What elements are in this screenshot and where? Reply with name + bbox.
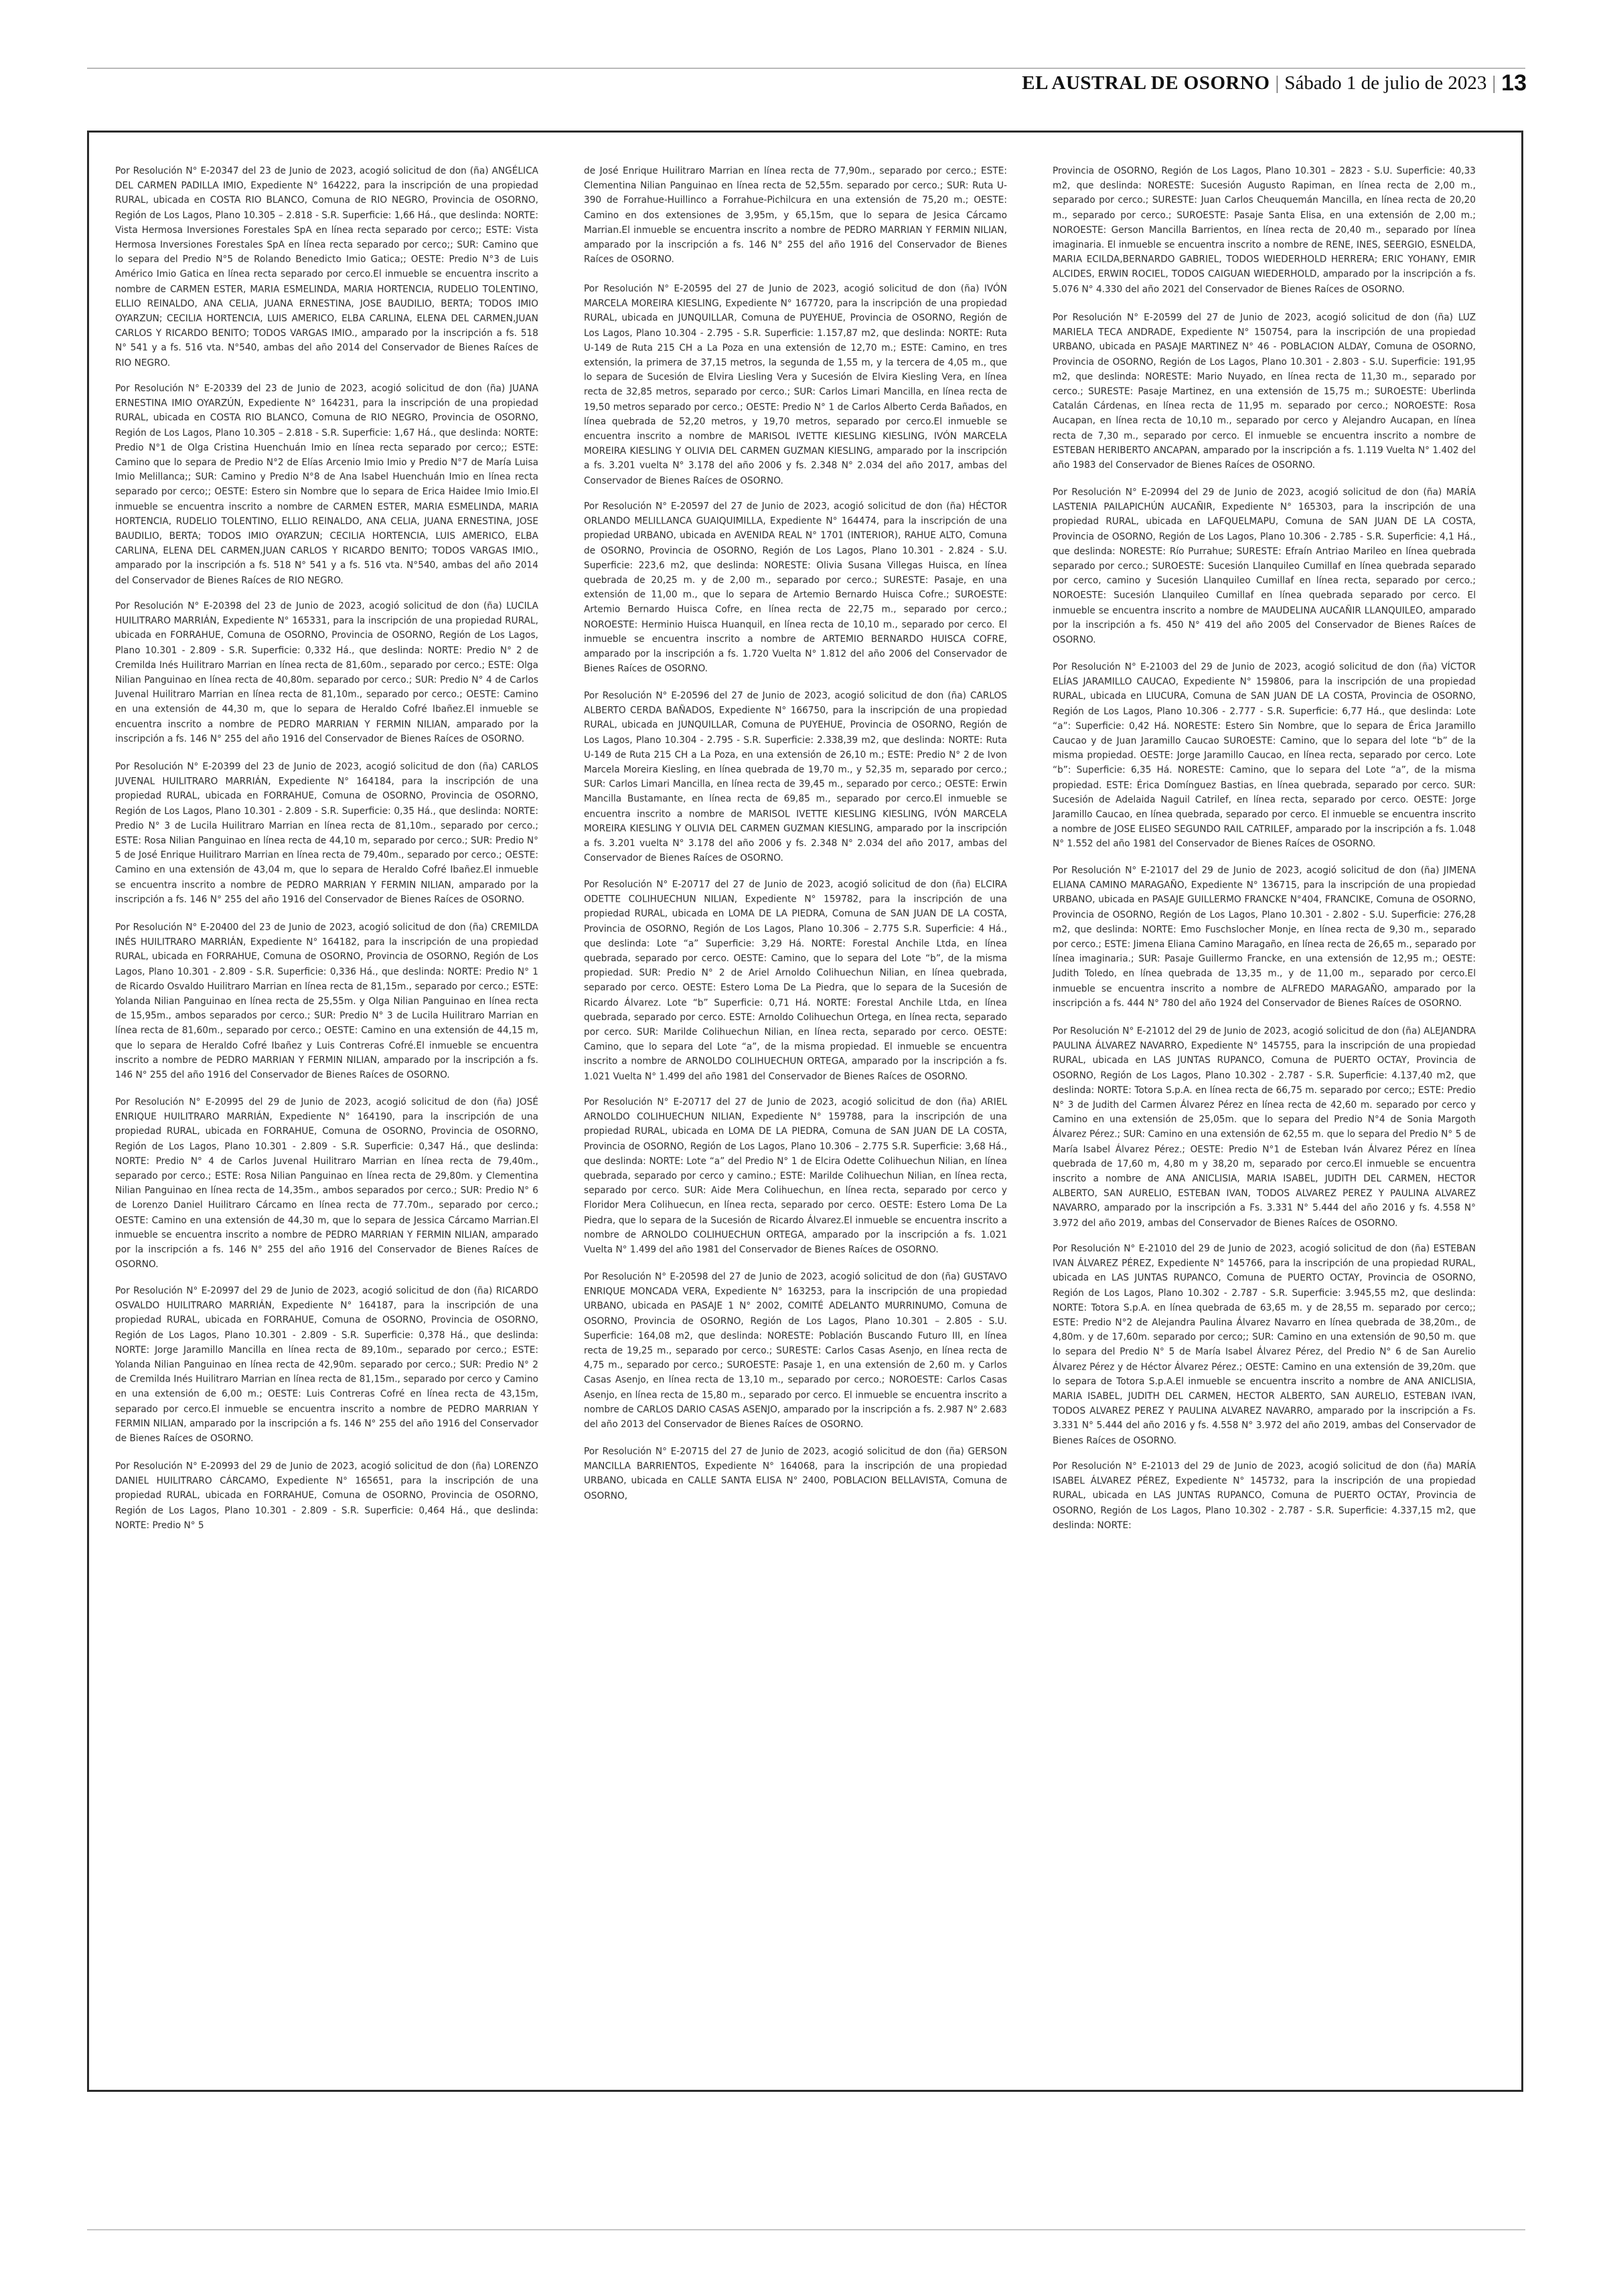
legal-notice: Por Resolución N° E-20599 del 27 de Junio de 2023, acogió solicitud de don (ña) LUZ MARIELA TECA ANDRADE, Expediente N° 150754, para la inscripción de una propiedad URBANO, ubicada en PASAJE MARTINEZ N° 46 - POBLACION ALDAY, Comuna de OSORNO, Provincia de OSORNO, Región de Los Lagos, Plano 10.301 - 2.803 - S.U. Superficie: 191,95 m2, que deslinda: NORESTE: Mario Nuyado, en línea recta de 11,30 m., separado por cerco.; SURESTE: Pasaje Martinez, en una extensión de 15,75 m.; SUROESTE: Uberlinda Catalán Cárdenas, en línea recta de 11,95 m. separado por cerco.; NOROESTE: Rosa Aucapan, en línea recta de 10,10 m., separado por cerco y Alejandro Aucapan, en línea recta de 7,30 m., separado por cerco. El inmueble se encuentra inscrito a nombre de ESTEBAN HERIBERTO ANCAPAN, amparado por la inscripción a fs. 1.119 Vuelta N° 1.402 del año 1983 del Conservador de Bienes Raíces de OSORNO. (1053, 311, 1476, 471)
legal-notice: Por Resolución N° E-21013 del 29 de Junio de 2023, acogió solicitud de don (ña) MARÍA ISABEL ÁLVAREZ PÉREZ, Expediente N° 145732, para la inscripción de una propiedad RURAL, ubicada en LAS JUNTAS RUPANCO, Comuna de PUERTO OCTAY, Provincia de OSORNO, Región de Los Lagos, Plano 10.302 - 2.787 - S.R. Superficie: 4.337,15 m2, que deslinda: NORTE: (1053, 1460, 1476, 1531)
legal-notice: Por Resolución N° E-20994 del 29 de Junio de 2023, acogió solicitud de don (ña) MARÍA LASTENIA PAILAPICHÚN AUCAÑIR, Expediente N° 165303, para la inscripción de una propiedad RURAL, ubicada en LAFQUELMAPU, Comuna de SAN JUAN DE LA COSTA, Provincia de OSORNO, Región de Los Lagos, Plano 10.306 - 2.785 - S.R. Superficie: 4,1 Há., que deslinda: NORESTE: Río Purrahue; SURESTE: Efraín Antriao Marileo en línea quebrada separado por cerco.; SUROESTE: Sucesión Llanquileo Cumillaf en línea quebrada separado por cerco, camino y Sucesión Llanquileo Cumillaf en línea recta, separado por cerco.; NOROESTE: Sucesión Llanquileo Cumillaf en línea quebrada separado por cerco. El inmueble se encuentra inscrito a nombre de MAUDELINA AUCAÑIR LLANQUILEO, amparado por la inscripción a fs. 450 N° 419 del año 2005 del Conservador de Bienes Raíces de OSORNO. (1053, 487, 1476, 646)
header-separator-2: | (1492, 72, 1497, 94)
legal-notice: Por Resolución N° E-20717 del 27 de Junio de 2023, acogió solicitud de don (ña) ARIEL ARNOLDO COLIHUECHUN NILIAN, Expediente N° 159788, para la inscripción de una propiedad RURAL, ubicada en LOMA DE LA PIEDRA, Comuna de SAN JUAN DE LA COSTA, Provincia de OSORNO, Región de Los Lagos, Plano 10.306 – 2.775 S.R. Superficie: 3,68 Há., que deslinda: NORTE: Lote “a” del Predio N° 1 de Elcira Odette Colihuechun Nilian, en línea quebrada, separado por cerco y camino.; ESTE: Marilde Colihuechun Nilian, en línea recta, separado por cerco. SUR: Aide Mera Colihuechun, en línea recta, separado por cerco y Floridor Mera Colihuecun, en línea recta, separado por cerco. OESTE: Estero Loma De La Piedra, que lo separa de la Sucesión de Ricardo Álvarez.El inmueble se encuentra inscrito a nombre de ARNOLDO COLIHUECHUN ORTEGA, amparado por la inscripción a fs. 1.021 Vuelta N° 1.499 del año 1981 del Conservador de Bienes Raíces de OSORNO. (584, 1096, 1007, 1256)
legal-notice: Por Resolución N° E-20400 del 23 de Junio de 2023, acogió solicitud de don (ña) CREMILDA INÉS HUILITRARO MARRIÁN, Expediente N° 164182, para la inscripción de una propiedad RURAL, ubicada en FORRAHUE, Comuna de OSORNO, Provincia de OSORNO, Región de Los Lagos, Plano 10.301 - 2.809 - S.R. Superficie: 0,336 Há., que deslinda: NORTE: Predio N° 1 de Ricardo Osvaldo Huilitraro Marrian en línea recta de 81,15m., separado por cerco.; ESTE: Yolanda Nilian Panguinao en línea recta de 25,55m. y Olga Nilian Panguinao en línea recta de 15,95m., ambos separados por cerco.; SUR: Predio N° 3 de Lucila Huilitraro Marrian en línea recta de 81,60m., separado por cerco.; OESTE: Camino en una extensión de 44,15 m, que lo separa de Heraldo Cofré Ibañez y Luis Contreras Cofré.El inmueble se encuentra inscrito a nombre de PEDRO MARRIAN Y FERMIN NILIAN, amparado por la inscripción a fs. 146 N° 255 del año 1916 del Conservador de Bienes Raíces de OSORNO. (115, 921, 538, 1080)
legal-notice: Por Resolución N° E-20398 del 23 de Junio de 2023, acogió solicitud de don (ña) LUCILA HUILITRARO MARRIÁN, Expediente N° 165331, para la inscripción de una propiedad RURAL, ubicada en FORRAHUE, Comuna de OSORNO, Provincia de OSORNO, Región de Los Lagos, Plano 10.301 - 2.809 - S.R. Superficie: 0,332 Há., que deslinda: NORTE: Predio N° 2 de Cremilda Inés Huilitraro Marrian en línea recta de 81,60m., separado por cerco.; ESTE: Olga Nilian Panguinao en línea recta de 40,80m. separado por cerco.; SUR: Predio N° 4 de Carlos Juvenal Huilitraro Marrian en línea recta de 81,10m., separado por cerco.; OESTE: Camino en una extensión de 44,30 m, que lo separa de Heraldo Cofré Ibañez.El inmueble se encuentra inscrito a nombre de PEDRO MARRIAN Y FERMIN NILIAN, amparado por la inscripción a fs. 146 N° 255 del año 1916 del Conservador de Bienes Raíces de OSORNO. (115, 600, 538, 744)
footer-rule (87, 2229, 1525, 2230)
legal-notice: Por Resolución N° E-20995 del 29 de Junio de 2023, acogió solicitud de don (ña) JOSÉ ENRIQUE HUILITRARO MARRIÁN, Expediente N° 164190, para la inscripción de una propiedad RURAL, ubicada en FORRAHUE, Comuna de OSORNO, Provincia de OSORNO, Región de Los Lagos, Plano 10.301 - 2.809 - S.R. Superficie: 0,347 Há., que deslinda: NORTE: Predio N° 4 de Carlos Juvenal Huilitraro Marrian en línea recta de 79,40m., separado por cerco.; ESTE: Rosa Nilian Panguinao en línea recta de 29,80m. y Clementina Nilian Panguinao en línea recta de 14,35m., ambos separados por cerco.; SUR: Predio N° 6 de Lorenzo Daniel Huilitraro Cárcamo en línea recta de 77.70m., separado por cerco.; OESTE: Camino en una extensión de 44,30 m, que lo separa de Jessica Cárcamo Marrian.El inmueble se encuentra inscrito a nombre de PEDRO MARRIAN Y FERMIN NILIAN, amparado por la inscripción a fs. 146 N° 255 del año 1916 del Conservador de Bienes Raíces de OSORNO. (115, 1096, 538, 1270)
legal-notice: de José Enrique Huilitraro Marrian en línea recta de 77,90m., separado por cerco.; ESTE: Clementina Nilian Panguinao en línea recta de 52,55m. separado por cerco.; SUR: Ruta U-390 de Forrahue-Huillinco a Forrahue-Pichilcura en una extensión de 75,20 m.; OESTE: Camino en dos extensiones de 3,95m, y 65,15m, que lo separa de Jesica Cárcamo Marrian.El inmueble se encuentra inscrito a nombre de PEDRO MARRIAN Y FERMIN NILIAN, amparado por la inscripción a fs. 146 N° 255 del año 1916 del Conservador de Bienes Raíces de OSORNO. (584, 165, 1007, 266)
header-rule (87, 68, 1525, 69)
legal-notice: Por Resolución N° E-20997 del 29 de Junio de 2023, acogió solicitud de don (ña) RICARDO OSVALDO HUILITRARO MARRIÁN, Expediente N° 164187, para la inscripción de una propiedad RURAL, ubicada en FORRAHUE, Comuna de OSORNO, Provincia de OSORNO, Región de Los Lagos, Plano 10.301 - 2.809 - S.R. Superficie: 0,378 Há., que deslinda: NORTE: Jorge Jaramillo Mancilla en línea recta de 89,10m., separado por cerco.; ESTE: Yolanda Nilian Panguinao en línea recta de 42,90m. separado por cerco.; SUR: Predio N° 2 de Cremilda Inés Huilitraro Marrian en línea recta de 81,15m., separado por cerco y Camino en una extensión de 6,00 m.; OESTE: Luis Contreras Cofré en línea recta de 43,15m, separado por cerco.El inmueble se encuentra inscrito a nombre de PEDRO MARRIAN Y FERMIN NILIAN, amparado por la inscripción a fs. 146 N° 255 del año 1916 del Conservador de Bienes Raíces de OSORNO. (115, 1285, 538, 1445)
page-header (1022, 70, 1527, 96)
legal-notice: Por Resolución N° E-20595 del 27 de Junio de 2023, acogió solicitud de don (ña) IVÓN MARCELA MOREIRA KIESLING, Expediente N° 167720, para la inscripción de una propiedad RURAL, ubicada en JUNQUILLAR, Comuna de PUYEHUE, Provincia de OSORNO, Región de Los Lagos, Plano 10.304 - 2.795 - S.R. Superficie: 1.157,87 m2, que deslinda: NORTE: Ruta U-149 de Ruta 215 CH a La Poza en una extensión de 12,70 m.; ESTE: Camino, en tres extensión, la primera de 37,15 metros, la segunda de 1,55 m, y la tercera de 4,05 m., que lo separa de Sucesión de Elvira Liesling Vera y Sucesión de Elvira Kiesling Vera, en línea recta de 32,85 metros, separado por cerco.; SUR: Carlos Limari Mancilla, en línea recta de 19,50 metros separado por cerco.; OESTE: Predio N° 1 de Carlos Alberto Cerda Bañados, en línea quebrada de 52,20 metros, y 19,70 metros, separado por cerco.El inmueble se encuentra inscrito a nombre de MARISOL IVETTE KIESLING KIESLING, IVÓN MARCELA MOREIRA KIESLING Y OLIVIA DEL CARMEN GUZMAN KIESLING, amparado por la inscripción a fs. 3.201 vuelta N° 3.178 del año 2006 y fs. 2.348 N° 2.034 del año 2017, ambas del Conservador de Bienes Raíces de OSORNO. (584, 283, 1007, 487)
legal-notice: Provincia de OSORNO, Región de Los Lagos, Plano 10.301 – 2823 - S.U. Superficie: 40,33 m2, que deslinda: NORESTE: Sucesión Augusto Rapiman, en línea recta de 2,00 m., separado por cerco.; SURESTE: Juan Carlos Cheuquemán Mancilla, en línea recta de 20,20 m., separado por cerco.; SUROESTE: Pasaje Santa Elisa, en una extensión de 2,00 m.; NOROESTE: Gerson Mancilla Barrientos, en línea recta de 20,40 m., separado por línea imaginaria. El inmueble se encuentra inscrito a nombre de RENE, INES, SEERGIO, ESNELDA, MARIA ECILDA,BERNARDO GABRIEL, TODOS WIEDERHOLD HERRERA; ERIC YOHANY, EMIR ALCIDES, ERWIN ROCIEL, TODOS CAIGUAN WIEDERHOLD, amparado por la inscripción a fs. 5.076 N° 4.330 del año 2021 del Conservador de Bienes Raíces de OSORNO. (1053, 165, 1476, 295)
notice-column-3 (1053, 164, 1476, 2065)
legal-notice: Por Resolución N° E-21003 del 29 de Junio de 2023, acogió solicitud de don (ña) VÍCTOR ELÍAS JARAMILLO CAUCAO, Expediente N° 159806, para la inscripción de una propiedad RURAL, ubicada en LIUCURA, Comuna de SAN JUAN DE LA COSTA, Provincia de OSORNO, Región de Los Lagos, Plano 10.306 - 2.777 - S.R. Superficie: 6,77 Há., que deslinda: Lote “a”: Superficie: 0,42 Há. NORESTE: Estero Sin Nombre, que lo separa de Érica Jaramillo Caucao y de Juan Jaramillo Caucao SUROESTE: Camino, que lo separa del lote “b” de la misma propiedad. OESTE: Jorge Jaramillo Caucao, en línea recta, separado por cerco. Lote “b”: Superficie: 6,35 Há. NORESTE: Camino, que lo separa del Lote “a”, de la misma propiedad. ESTE: Érica Domínguez Bastias, en línea quebrada, separado por cerco. SUR: Sucesión de Adelaida Naguil Catrilef, en línea recta, separado por cerco. OESTE: Jorge Jaramillo Caucao, en línea quebrada, separado por cerco. El inmueble se encuentra inscrito a nombre de JOSE ELISEO SEGUNDO RAIL CATRILEF, amparado por la inscripción a fs. 1.048 N° 1.552 del año 1981 del Conservador de Bienes Raíces de OSORNO. (1053, 661, 1476, 850)
newspaper-name: EL AUSTRAL DE OSORNO (1022, 72, 1270, 94)
header-separator: | (1275, 72, 1280, 94)
legal-notice: Por Resolución N° E-20717 del 27 de Junio de 2023, acogió solicitud de don (ña) ELCIRA ODETTE COLIHUECHUN NILIAN, Expediente N° 159782, para la inscripción de una propiedad RURAL, ubicada en LOMA DE LA PIEDRA, Comuna de SAN JUAN DE LA COSTA, Provincia de OSORNO, Región de Los Lagos, Plano 10.306 – 2.775 S.R. Superficie: 4 Há., que deslinda: Lote “a” Superficie: 3,29 Há. NORTE: Forestal Anchile Ltda, en línea quebrada, separado por cerco. OESTE: Camino, que lo separa del Lote “b”, de la misma propiedad. SUR: Predio N° 2 de Ariel Arnoldo Colihuechun Nilian, en línea quebrada, separado por cerco. OESTE: Estero Loma De La Piedra, que lo separa de la Sucesión de Ricardo Álvarez. Lote “b” Superficie: 0,71 Há. NORTE: Forestal Anchile Ltda, en línea quebrada, separado por cerco. ESTE: Arnoldo Colihuechun Ortega, en línea recta, separado por cerco. SUR: Marilde Colihuechun Nilian, en línea recta, separado por cerco. OESTE: Camino, que lo separa del Lote “a”, de la misma propiedad. El inmueble se encuentra inscrito a nombre de ARNOLDO COLIHUECHUN ORTEGA, amparado por la inscripción a fs. 1.021 Vuelta N° 1.499 del año 1981 del Conservador de Bienes Raíces de OSORNO. (584, 879, 1007, 1082)
legal-notice: Por Resolución N° E-21012 del 29 de Junio de 2023, acogió solicitud de don (ña) ALEJANDRA PAULINA ÁLVAREZ NAVARRO, Expediente N° 145755, para la inscripción de una propiedad RURAL, ubicada en LAS JUNTAS RUPANCO, Comuna de PUERTO OCTAY, Provincia de OSORNO, Región de Los Lagos, Plano 10.302 - 2.787 - S.R. Superficie: 4.137,40 m2, que deslinda: NORTE: Totora S.p.A. en línea recta de 66,75 m. separado por cerco;; ESTE: Predio N° 3 de Judith del Carmen Álvarez Pérez en línea recta de 42,60 m. separado por cerco y Camino en una extensión de 25,05m. que lo separa del Predio N°4 de Sonia Margoth Álvarez Pérez.; SUR: Camino en una extensión de 62,55 m. que lo separa del Predio N° 5 de María Isabel Álvarez Pérez.; OESTE: Predio N°1 de Esteban Iván Álvarez Pérez en línea quebrada de 17,60 m, 4,80 m y 38,20 m, separado por cerco.El inmueble se encuentra inscrito a nombre de ANA ANICLISIA, MARIA ISABEL, JUDITH DEL CARMEN, HECTOR ALBERTO, SAN AURELIO, ESTEBAN IVAN, TODOS ALVAREZ PEREZ Y PAULINA ALVAREZ NAVARRO, amparado por la inscripción a Fs. 3.331 N° 5.444 del año 2016 y fs. 4.558 N° 3.972 del año 2019, ambas del Conservador de Bienes Raíces de OSORNO. (1053, 1026, 1476, 1229)
publication-date: Sábado 1 de julio de 2023 (1284, 72, 1487, 94)
legal-notice: Por Resolución N° E-20596 del 27 de Junio de 2023, acogió solicitud de don (ña) CARLOS ALBERTO CERDA BAÑADOS, Expediente N° 166750, para la inscripción de una propiedad RURAL, ubicada en JUNQUILLAR, Comuna de PUYEHUE, Provincia de OSORNO, Región de Los Lagos, Plano 10.304 - 2.795 - S.R. Superficie: 2.338,39 m2, que deslinda: NORTE: Ruta U-149 de Ruta 215 CH a La Poza, en una extensión de 26,10 m.; ESTE: Predio N° 2 de Ivon Marcela Moreira Kiesling, en línea quebrada de 19,70 m., y 52,35 m, separado por cerco.; SUR: Carlos Limari Mancilla, en línea recta de 39,45 m., separado por cerco.; OESTE: Erwin Mancilla Bustamante, en línea recta de 69,85 m., separado por cerco.El inmueble se encuentra inscrito a nombre de MARISOL IVETTE KIESLING KIESLING, IVÓN MARCELA MOREIRA KIESLING Y OLIVIA DEL CARMEN GUZMAN KIESLING, amparado por la inscripción a fs. 3.201 vuelta N° 3.178 del año 2006 y fs. 2.348 N° 2.034 del año 2017, ambas del Conservador de Bienes Raíces de OSORNO. (584, 689, 1007, 864)
legal-notice: Por Resolución N° E-20715 del 27 de Junio de 2023, acogió solicitud de don (ña) GERSON MANCILLA BARRIENTOS, Expediente N° 164068, para la inscripción de una propiedad URBANO, ubicada en CALLE SANTA ELISA N° 2400, POBLACION BELLAVISTA, Comuna de OSORNO, (584, 1446, 1007, 1502)
legal-notice: Por Resolución N° E-20597 del 27 de Junio de 2023, acogió solicitud de don (ña) HÉCTOR ORLANDO MELILLANCA GUAIQUIMILLA, Expediente N° 164474, para la inscripción de una propiedad URBANO, ubicada en AVENIDA REAL N° 1701 (INTERIOR), RAHUE ALTO, Comuna de OSORNO, Provincia de OSORNO, Región de Los Lagos, Plano 10.301 - 2.824 - S.U. Superficie: 223,6 m2, que deslinda: NORESTE: Olivia Susana Villegas Huisca, en línea quebrada de 20,25 m. y de 2,00 m., separado por cerco.; SURESTE: Pasaje, en una extensión de 11,00 m., que lo separa de Artemio Bernardo Huisca Cofre.; SUROESTE: Artemio Bernardo Huisca Cofre, en línea recta de 22,75 m., separado por cerco.; NOROESTE: Herminio Huisca Huanquil, en línea recta de 10,10 m., separado por cerco. El inmueble se encuentra inscrito a nombre de ARTEMIO BERNARDO HUISCA COFRE, amparado por la inscripción a fs. 1.720 Vuelta N° 1.812 del año 2006 del Conservador de Bienes Raíces de OSORNO. (584, 501, 1007, 675)
legal-notice: Por Resolución N° E-20347 del 23 de Junio de 2023, acogió solicitud de don (ña) ANGÉLICA DEL CARMEN PADILLA IMIO, Expediente N° 164222, para la inscripción de una propiedad RURAL, ubicada en COSTA RIO BLANCO, Comuna de RIO NEGRO, Provincia de OSORNO, Región de Los Lagos, Plano 10.305 – 2.818 - S.R. Superficie: 1,66 Há., que deslinda: NORTE: Vista Hermosa Inversiones Forestales SpA en línea recta separado por cerco;; ESTE: Vista Hermosa Inversiones Forestales SpA en línea recta separado por cerco;; SUR: Camino que lo separa del Predio N°5 de Rolando Benedicto Imio Gatica;; OESTE: Predio N°3 de Luis Américo Imio Gatica en línea recta separado por cerco.El inmueble se encuentra inscrito a nombre de CARMEN ESTER, MARIA ESMELINDA, MARIA HORTENCIA, RUDELIO TOLENTINO, ELLIO REINALDO, ANA CELIA, JUANA ERNESTINA, JOSE BAUDILIO, BERTA; TODOS IMIO OYARZUN; CECILIA HORTENCIA, LUIS AMERICO, ELBA CARLINA, ELENA DEL CARMEN,JUAN CARLOS Y RICARDO BENITO; TODOS VARGAS IMIO., amparado por la inscripción a fs. 518 N° 541 y a fs. 516 vta. N°540, ambas del año 2014 del Conservador de Bienes Raíces de RIO NEGRO. (115, 165, 538, 369)
legal-notice: Por Resolución N° E-20339 del 23 de Junio de 2023, acogió solicitud de don (ña) JUANA ERNESTINA IMIO OYARZÚN, Expediente N° 164231, para la inscripción de una propiedad RURAL, ubicada en COSTA RIO BLANCO, Comuna de RIO NEGRO, Provincia de OSORNO, Región de Los Lagos, Plano 10.305 – 2.818 - S.R. Superficie: 1,67 Há., que deslinda: NORTE: Predio N°1 de Olga Cristina Huenchuán Imio en línea recta separado por cerco;; ESTE: Camino que lo separa de Predio N°2 de Elías Arcenio Imio Imio y Predio N°7 de María Luisa Imio Melillanca;; SUR: Camino y Predio N°8 de Ana Isabel Huenchuán Imio en línea recta separado por cerco;; OESTE: Estero sin Nombre que lo separa de Erica Haidee Imio Imio.El inmueble se encuentra inscrito a nombre de CARMEN ESTER, MARIA ESMELINDA, MARIA HORTENCIA, RUDELIO TOLENTINO, ELLIO REINALDO, ANA CELIA, JUANA ERNESTINA, JOSE BAUDILIO, BERTA; TODOS IMIO OYARZUN; CECILIA HORTENCIA, LUIS AMERICO, ELBA CARLINA, ELENA DEL CARMEN,JUAN CARLOS Y RICARDO BENITO; TODOS VARGAS IMIO., amparado por la inscripción a fs. 518 N° 541 y a fs. 516 vta. N°540, ambas del año 2014 del Conservador de Bienes Raíces de RIO NEGRO. (115, 382, 538, 586)
legal-notice: Por Resolución N° E-20598 del 27 de Junio de 2023, acogió solicitud de don (ña) GUSTAVO ENRIQUE MONCADA VERA, Expediente N° 163253, para la inscripción de una propiedad URBANO, ubicada en PASAJE 1 N° 2002, COMITÉ ADELANTO MURRINUMO, Comuna de OSORNO, Provincia de OSORNO, Región de Los Lagos, Plano 10.301 – 2.805 - S.U. Superficie: 164,08 m2, que deslinda: NORESTE: Población Buscando Futuro III, en línea recta de 19,25 m., separado por cerco.; SURESTE: Carlos Casas Asenjo, en línea recta de 4,75 m., separado por cerco.; SUROESTE: Pasaje 1, en una extensión de 2,60 m. y Carlos Casas Asenjo, en línea recta de 13,10 m., separado por cerco.; NOROESTE: Carlos Casas Asenjo, en línea recta de 15,80 m., separado por cerco. El inmueble se encuentra inscrito a nombre de CARLOS DARIO CASAS ASENJO, amparado por la inscripción a fs. 2.987 N° 2.683 del año 2013 del Conservador de Bienes Raíces de OSORNO. (584, 1271, 1007, 1430)
legal-notice: Por Resolución N° E-20399 del 23 de Junio de 2023, acogió solicitud de don (ña) CARLOS JUVENAL HUILITRARO MARRIÁN, Expediente N° 164184, para la inscripción de una propiedad RURAL, ubicada en FORRAHUE, Comuna de OSORNO, Provincia de OSORNO, Región de Los Lagos, Plano 10.301 - 2.809 - S.R. Superficie: 0,35 Há., que deslinda: NORTE: Predio N° 3 de Lucila Huilitraro Marrian en línea recta de 81,10m., separado por cerco.; ESTE: Rosa Nilian Panguinao en línea recta de 44,10 m, separado por cerco.; SUR: Predio N° 5 de José Enrique Huilitraro Marrian en línea recta de 79,40m., separado por cerco.; OESTE: Camino en una extensión de 43,04 m, que lo separa de Heraldo Cofré Ibañez.El inmueble se encuentra inscrito a nombre de PEDRO MARRIAN Y FERMIN NILIAN, amparado por la inscripción a fs. 146 N° 255 del año 1916 del Conservador de Bienes Raíces de OSORNO. (115, 760, 538, 905)
legal-notice: Por Resolución N° E-21017 del 29 de Junio de 2023, acogió solicitud de don (ña) JIMENA ELIANA CAMINO MARAGAÑO, Expediente N° 136715, para la inscripción de una propiedad URBANO, ubicada en PASAJE GUILLERMO FRANCKE N°404, FRANCIKE, Comuna de OSORNO, Provincia de OSORNO, Región de Los Lagos, Plano 10.301 - 2.802 - S.U. Superficie: 276,28 m2, que deslinda: NORTE: Emo Fuschslocher Monje, en línea recta de 9,30 m., separado por cerco.; ESTE: Jimena Eliana Camino Maragaño, en línea recta de 26,65 m., separado por línea imaginaria.; SUR: Pasaje Guillermo Francke, en una extensión de 12,95 m.; OESTE: Judith Toledo, en línea quebrada de 13,35 m., y de 11,00 m., separado por cerco.El inmueble se encuentra inscrito a nombre de ALFREDO MARAGAÑO, amparado por la inscripción a fs. 444 N° 780 del año 1924 del Conservador de Bienes Raíces de OSORNO. (1053, 865, 1476, 1009)
legal-notice: Por Resolución N° E-21010 del 29 de Junio de 2023, acogió solicitud de don (ña) ESTEBAN IVAN ÁLVAREZ PÉREZ, Expediente N° 145766, para la inscripción de una propiedad RURAL, ubicada en LAS JUNTAS RUPANCO, Comuna de PUERTO OCTAY, Provincia de OSORNO, Región de Los Lagos, Plano 10.302 - 2.787 - S.R. Superficie: 3.945,55 m2, que deslinda: NORTE: Totora S.p.A. en línea quebrada de 63,65 m. y de 28,55 m. separado por cerco;; ESTE: Predio N°2 de Alejandra Paulina Álvarez Navarro en línea quebrada de 38,20m., de 4,80m. y de 17,60m. separado por cerco;; SUR: Camino en una extensión de 90,50 m. que lo separa del Predio N° 5 de María Isabel Álvarez Pérez, del Predio N° 6 de San Aurelio Álvarez Pérez y de Héctor Álvarez Pérez.; OESTE: Camino en una extensión de 39,20m. que lo separa de Totora S.p.A.El inmueble se encuentra inscrito a nombre de ANA ANICLISIA, MARIA ISABEL, JUDITH DEL CARMEN, HECTOR ALBERTO, SAN AURELIO, ESTEBAN IVAN, TODOS ALVAREZ PEREZ Y PAULINA ALVAREZ NAVARRO, amparado por la inscripción a Fs. 3.331 N° 5.444 del año 2016 y fs. 4.558 N° 3.972 del año 2019, ambas del Conservador de Bienes Raíces de OSORNO. (1053, 1242, 1476, 1447)
legal-notice: Por Resolución N° E-20993 del 29 de Junio de 2023, acogió solicitud de don (ña) LORENZO DANIEL HUILITRARO CÁRCAMO, Expediente N° 165651, para la inscripción de una propiedad RURAL, ubicada en FORRAHUE, Comuna de OSORNO, Provincia de OSORNO, Región de Los Lagos, Plano 10.301 - 2.809 - S.R. Superficie: 0,464 Há., que deslinda: NORTE: Predio N° 5 (115, 1460, 538, 1531)
page-number: 13 (1501, 70, 1527, 96)
notice-column-2 (584, 164, 1007, 2065)
notice-column-1 (115, 164, 538, 2065)
